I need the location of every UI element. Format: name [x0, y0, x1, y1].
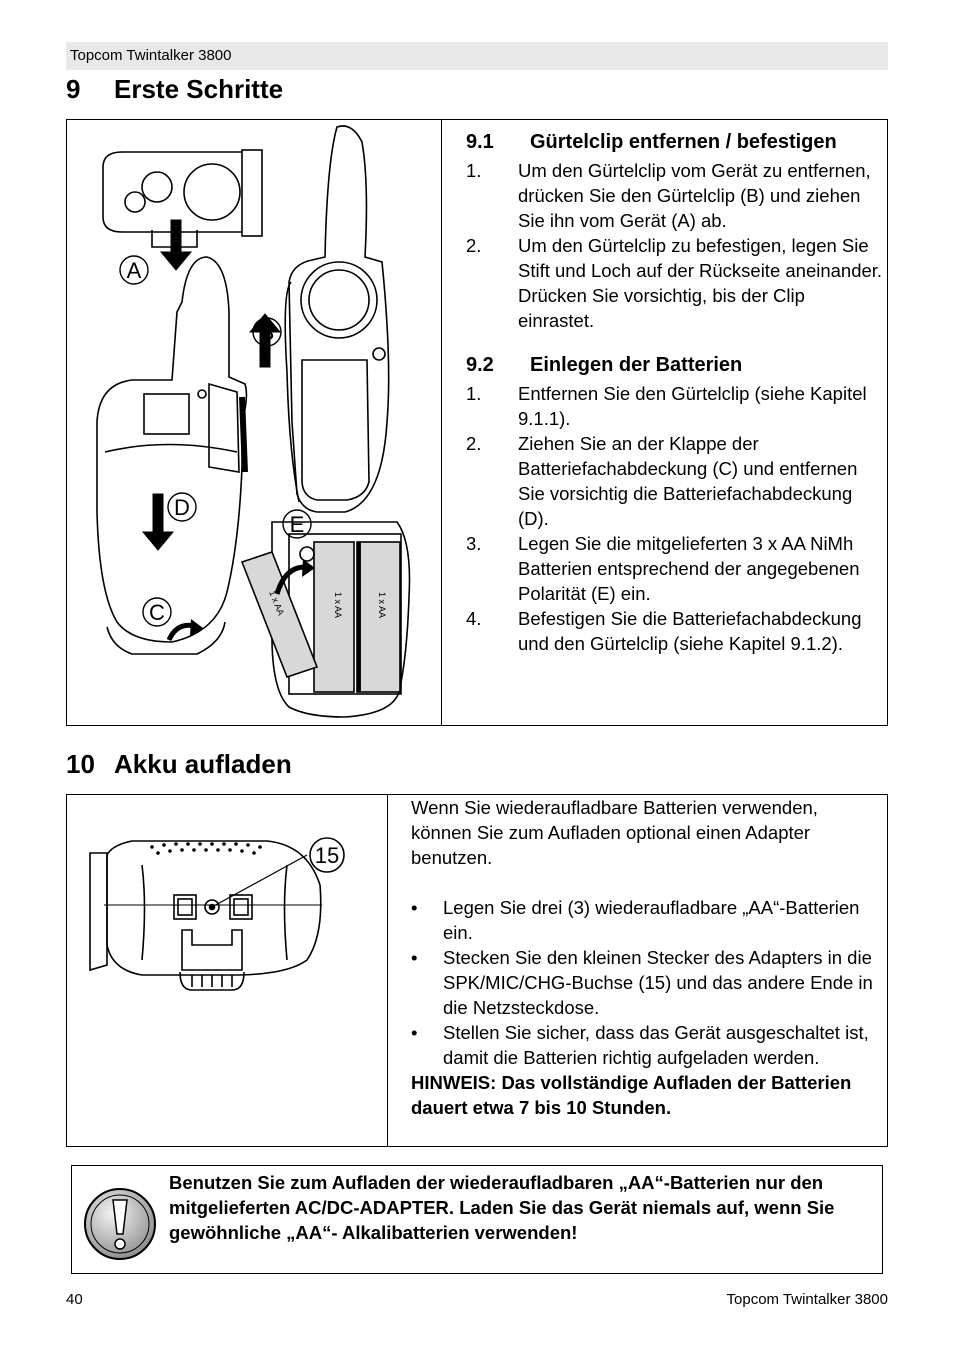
section-9-heading — [66, 73, 283, 105]
section-9-text — [466, 128, 884, 656]
list-item — [466, 531, 884, 606]
step-text: Befestigen Sie die Batteriefachabdeckung und den Gürtelclip (siehe Kapitel 9.1.2). — [518, 608, 862, 654]
step-text: Um den Gürtelclip vom Gerät zu entfernen, drücken Sie den Gürtelclip (B) und ziehen Sie ihn vom Gerät (A) ab. — [518, 160, 871, 231]
list-item — [466, 606, 884, 656]
bullet: • — [411, 897, 418, 918]
bullet: • — [411, 947, 418, 968]
list-item — [411, 1020, 883, 1070]
battery-label-3: 1 x AA — [267, 589, 287, 617]
subsection-9-2-steps — [466, 381, 884, 656]
battery-label-2: 1 x AA — [377, 592, 387, 619]
step-text: Legen Sie die mitgelieferten 3 x AA NiMh Batterien entsprechend der angegebenen Polarität (E) ein. — [518, 533, 860, 604]
step-text: Um den Gürtelclip zu befestigen, legen Sie Stift und Loch auf der Rückseite aneinander. Drücken Sie vorsichtig, bis der Clip einrastet. — [518, 235, 883, 331]
running-footer: Topcom Twintalker 3800 — [726, 1291, 888, 1308]
charging-note: HINWEIS: Das vollständige Aufladen der Batterien dauert etwa 7 bis 10 Stunden. — [411, 1072, 852, 1118]
charging-socket-illustration — [82, 835, 382, 1005]
subsection-9-1-title: Gürtelclip entfernen / befestigen — [530, 131, 837, 153]
label-d: D — [174, 495, 190, 520]
list-item — [466, 158, 884, 233]
battery-label-1: 1 x AA — [333, 592, 343, 619]
page-number: 40 — [66, 1291, 83, 1308]
running-header: Topcom Twintalker 3800 — [66, 42, 888, 70]
bullet-text: Stecken Sie den kleinen Stecker des Adapters in die SPK/MIC/CHG-Buchse (15) und das andere Ende in die Netzsteckdose. — [443, 947, 873, 1018]
exclamation-icon — [82, 1186, 158, 1262]
section-10-number: 10 — [66, 749, 95, 779]
subsection-9-1-steps — [466, 158, 884, 333]
label-15: 15 — [314, 843, 340, 868]
step-text: Entfernen Sie den Gürtelclip (siehe Kapitel 9.1.1). — [518, 383, 867, 429]
column-divider — [441, 120, 442, 725]
section-10-table — [66, 794, 888, 1147]
bullet: • — [411, 1022, 418, 1043]
label-e: E — [289, 512, 305, 537]
step-number: 2. — [466, 433, 482, 454]
bullet-text: Stellen Sie sicher, dass das Gerät ausgeschaltet ist, damit die Batterien richtig aufgeladen werden. — [443, 1022, 869, 1068]
step-number: 1. — [466, 160, 482, 181]
list-item — [411, 945, 883, 1020]
charging-intro: Wenn Sie wiederaufladbare Batterien verwenden, können Sie zum Aufladen optional einen Adapter benutzen. — [411, 797, 818, 868]
subsection-9-2-title: Einlegen der Batterien — [530, 354, 743, 376]
bullet-text: Legen Sie drei (3) wiederaufladbare „AA“-Batterien ein. — [443, 897, 860, 943]
warning-box — [71, 1165, 883, 1274]
section-10-text — [411, 795, 883, 1120]
step-number: 3. — [466, 533, 482, 554]
section-10-heading — [66, 748, 292, 780]
charging-bullets — [411, 895, 883, 1070]
list-item — [466, 381, 884, 431]
label-a: A — [126, 258, 142, 283]
step-number: 1. — [466, 383, 482, 404]
step-text: Ziehen Sie an der Klappe der Batteriefachabdeckung (C) und entfernen Sie vorsichtig die Batteriefachabdeckung (D). — [518, 433, 858, 529]
column-divider — [387, 795, 388, 1146]
list-item — [411, 895, 883, 945]
section-9-title: Erste Schritte — [114, 74, 284, 104]
section-9-table — [66, 119, 888, 726]
subsection-9-2-heading — [466, 351, 884, 379]
label-c: C — [149, 600, 165, 625]
list-item — [466, 431, 884, 531]
label-b: B — [259, 320, 275, 345]
belt-clip-battery-illustration — [77, 122, 437, 722]
step-number: 2. — [466, 235, 482, 256]
warning-text: Benutzen Sie zum Aufladen der wiederaufladbaren „AA“-Batterien nur den mitgelieferten AC/DC-ADAPTER. Laden Sie das Gerät niemals auf, wenn Sie gewöhnliche „AA“- Alkalibatterien verwenden! — [169, 1172, 835, 1243]
subsection-9-1-heading — [466, 128, 884, 156]
list-item — [466, 233, 884, 333]
section-9-number: 9 — [66, 74, 81, 104]
subsection-9-1-number: 9.1 — [466, 131, 494, 153]
subsection-9-2-number: 9.2 — [466, 354, 494, 376]
section-10-title: Akku aufladen — [114, 749, 292, 779]
step-number: 4. — [466, 608, 482, 629]
